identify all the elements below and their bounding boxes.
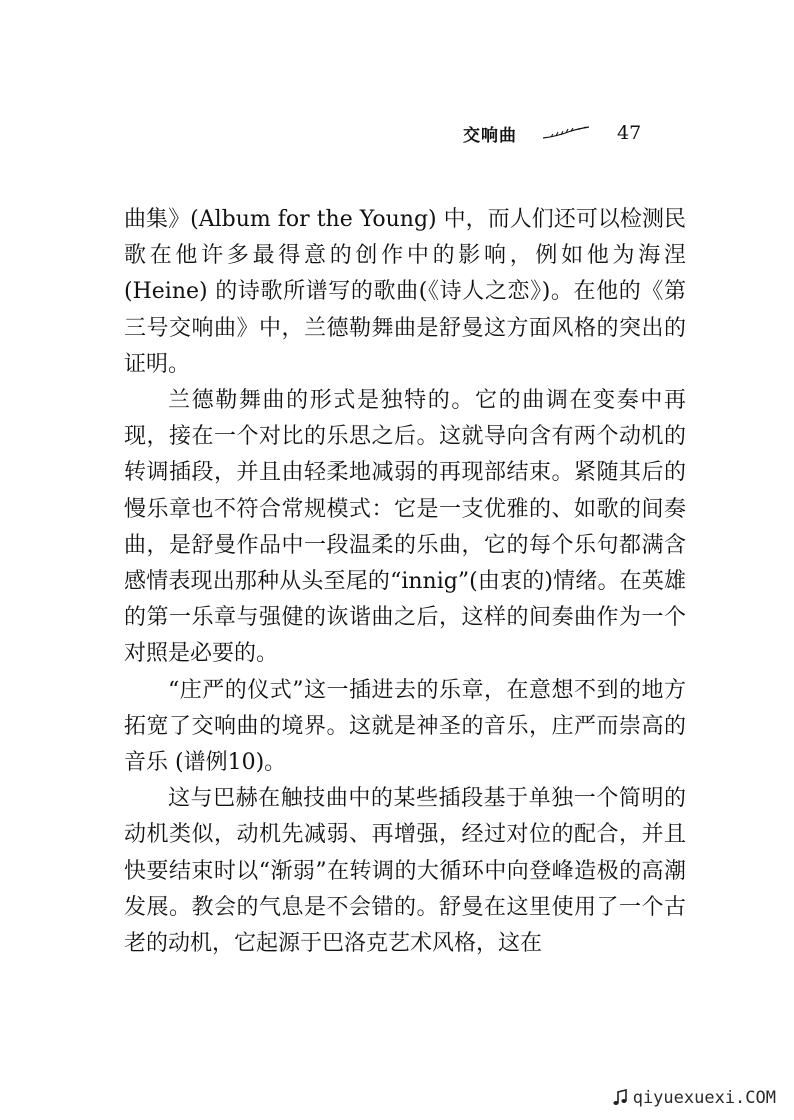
paragraph: “庄严的仪式”这一插进去的乐章，在意想不到的地方拓宽了交响曲的境界。这就是神圣的音乐，庄严而崇高的音乐 (谱例10)。 <box>124 677 686 776</box>
flourish-ornament-icon <box>541 125 591 141</box>
page-number: 47 <box>617 122 642 144</box>
music-note-icon <box>610 1088 630 1108</box>
paragraph: 这与巴赫在触技曲中的某些插段基于单独一个简明的动机类似，动机先减弱、再增强，经过对位的配合，并且快要结束时以“渐弱”在转调的大循环中向登峰造极的高潮发展。教会的气息是不会错的。舒曼在这里使用了一个古老的动机，它起源于巴洛克艺术风格，这在 <box>124 786 686 957</box>
paragraph: 兰德勒舞曲的形式是独特的。它的曲调在变奏中再现，接在一个对比的乐思之后。这就导向含有两个动机的转调插段，并且由轻柔地减弱的再现部结束。紧随其后的慢乐章也不符合常规模式：它是一支优雅的、如歌的间奏曲，是舒曼作品中一段温柔的乐曲，它的每个乐句都满含感情表现出那种从头至尾的“innig”(由衷的)情绪。在英雄的第一乐章与强健的诙谐曲之后，这样的间奏曲作为一个对照是必要的。 <box>124 388 686 667</box>
watermark-text: qiyuexuexi.COM <box>632 1088 776 1108</box>
watermark <box>610 1088 776 1108</box>
paragraph: 曲集》(Album for the Young) 中，而人们还可以检测民歌在他许多最得意的创作中的影响，例如他为海涅(Heine) 的诗歌所谱写的歌曲(《诗人之恋》)。在他的《第三号交响曲》中，兰德勒舞曲是舒曼这方面风格的突出的证明。 <box>124 207 686 377</box>
running-header <box>463 118 641 148</box>
running-title: 交响曲 <box>463 125 517 146</box>
body-text <box>124 202 686 962</box>
